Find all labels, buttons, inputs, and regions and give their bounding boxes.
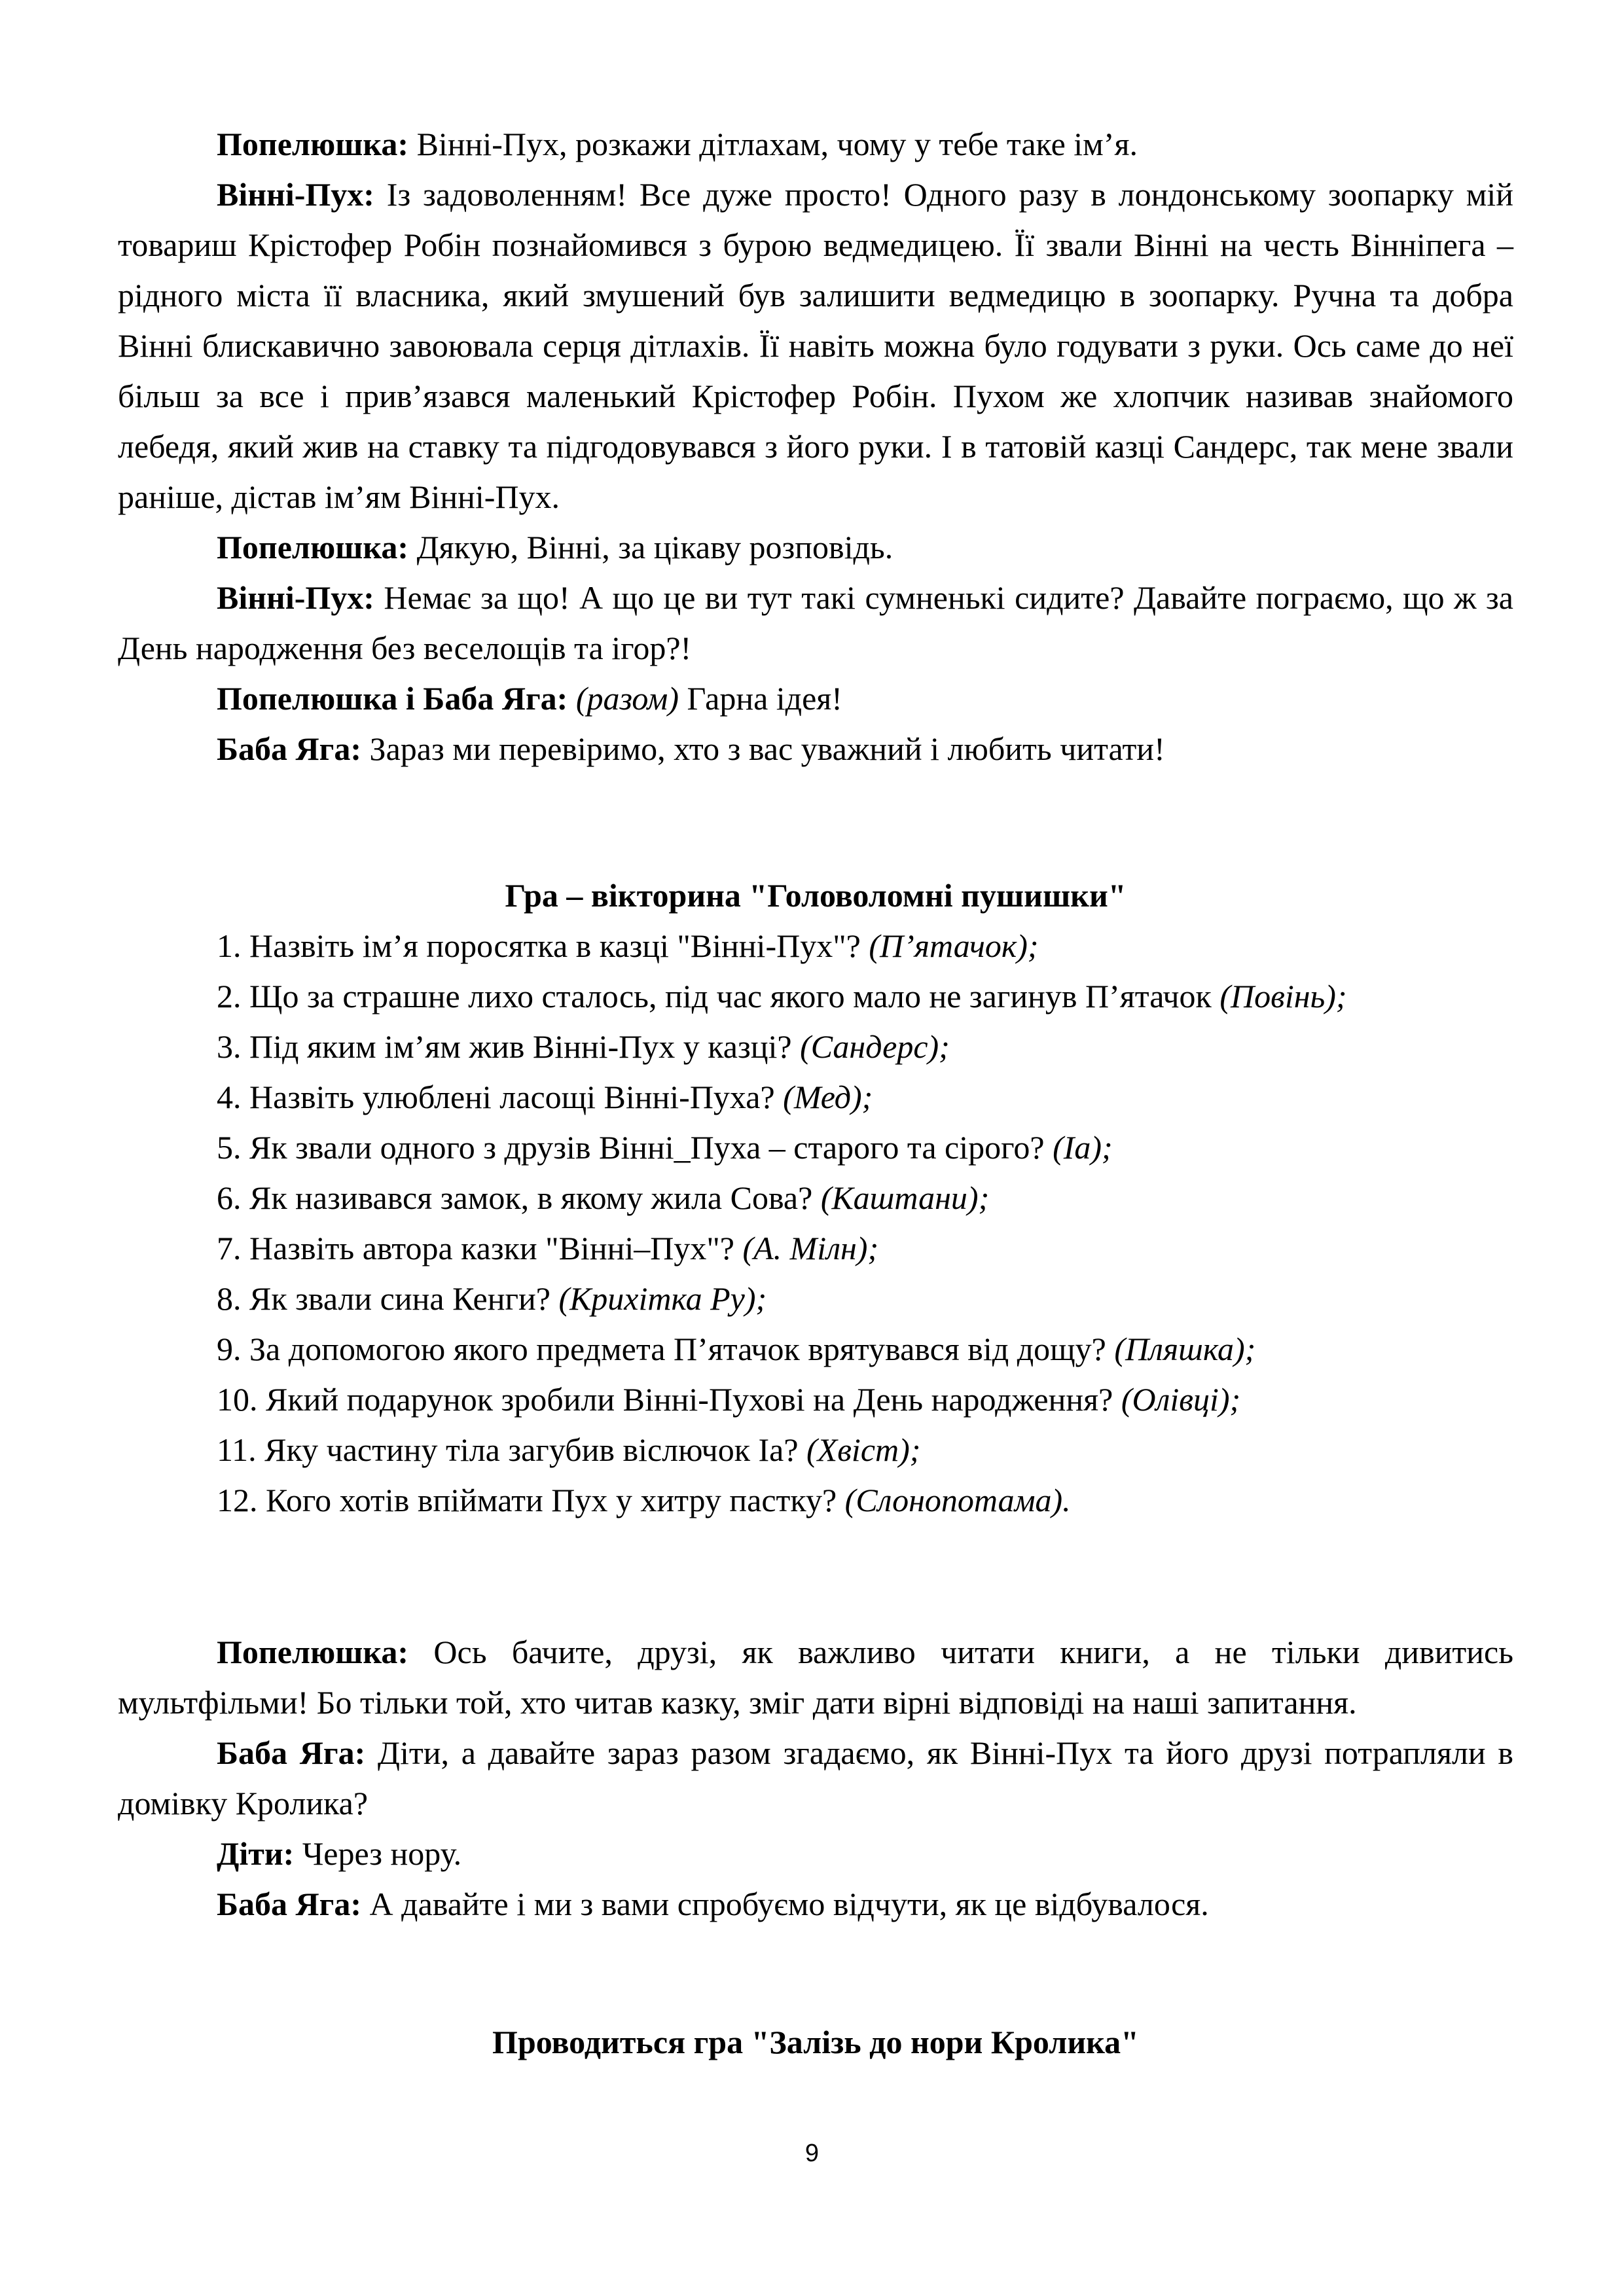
line-text: Ось бачите, друзі, як важливо читати книги, а не тільки дивитись мультфільми! Бо тільки той, хто читав казку, зміг дати вірні відповіді на наші запитання. [118,1634,1513,1721]
line-text: Немає за що! А що це ви тут такі сумненькі сидите? Давайте пограємо, що ж за День народження без веселощів та ігор?! [118,579,1513,666]
line-text: Зараз ми перевіримо, хто з вас уважний і любить читати! [361,730,1165,767]
quiz-question: 11. Яку частину тіла загубив віслючок Іа? [217,1431,807,1468]
quiz-item [118,1223,1513,1274]
quiz-question: 9. За допомогою якого предмета П’ятачок врятувався від дощу? [217,1331,1115,1367]
quiz-item [118,1475,1513,1526]
quiz-answer: (Іа); [1053,1129,1113,1166]
speaker-name: Діти: [217,1835,295,1872]
dialogue-line [118,1829,1513,1879]
quiz-heading: Гра – вікторина "Головоломні пушишки" [505,877,1127,914]
quiz-item [118,1022,1513,1072]
quiz-list [118,921,1513,1526]
dialogue-line [118,1728,1513,1829]
dialogue-line [118,1879,1513,1929]
dialogue-line [118,573,1513,673]
quiz-item [118,1374,1513,1425]
quiz-item [118,1173,1513,1223]
speaker-name: Попелюшка: [217,529,409,565]
dialogue-line [118,522,1513,573]
quiz-question: 6. Як називався замок, в якому жила Сова? [217,1179,821,1216]
line-text: Гарна ідея! [678,680,842,717]
line-text: Із задоволенням! Все дуже просто! Одного разу в лондонському зоопарку мій товариш Крістофер Робін познайомився з бурою ведмедицею. Її звали Вінні на честь Вінніпега – рідного міста її власника, який змушений був залишити ведмедицю в зоопарку. Ручна та добра Вінні блискавично завоювала серця дітлахів. Її навіть можна було годувати з руки. Ось саме до неї більш за все і прив’язався маленький Крістофер Робін. Пухом же хлопчик називав знайомого лебедя, який жив на ставку та підгодовувався з його руки. І в татовій казці Сандерс, так мене звали раніше, дістав ім’ям Вінні-Пух. [118,176,1513,515]
quiz-answer: (Каштани); [820,1179,990,1216]
speaker-name: Вінні-Пух: [217,176,374,213]
quiz-question: 8. Як звали сина Кенги? [217,1280,559,1317]
quiz-question: 7. Назвіть автора казки "Вінні–Пух"? [217,1230,743,1266]
quiz-answer: (Крихітка Ру); [558,1280,767,1317]
quiz-item [118,1324,1513,1374]
speaker-name: Баба Яга: [217,1886,362,1922]
dialogue-top [118,119,1513,774]
quiz-question: 10. Який подарунок зробили Вінні-Пухові на День народження? [217,1381,1121,1418]
quiz-item [118,1122,1513,1173]
dialogue-line [118,673,1513,724]
quiz-item [118,921,1513,971]
quiz-answer: (Пляшка); [1114,1331,1256,1367]
quiz-answer: (Сандерс); [800,1028,950,1065]
speaker-name: Попелюшка і Баба Яга: [217,680,568,717]
stage-direction: (разом) [575,680,679,717]
speaker-name: Вінні-Пух: [217,579,374,616]
speaker-name: Баба Яга: [217,730,362,767]
quiz-question: 2. Що за страшне лихо сталось, під час якого мало не загинув П’ятачок [217,978,1220,1014]
quiz-answer: (Олівці); [1121,1381,1241,1418]
speaker-name: Попелюшка: [217,1634,409,1670]
quiz-question: 5. Як звали одного з друзів Вінні_Пуха – старого та сірого? [217,1129,1053,1166]
dialogue-line [118,724,1513,774]
line-text: Дякую, Вінні, за цікаву розповідь. [408,529,893,565]
quiz-question: 1. Назвіть ім’я поросятка в казці "Вінні-Пух"? [217,927,869,964]
dialogue-line [118,170,1513,522]
speaker-name: Баба Яга: [217,1734,366,1771]
quiz-answer: (А. Мілн); [742,1230,879,1266]
game-heading: Проводиться гра "Залізь до нори Кролика" [492,2024,1139,2060]
dialogue-bottom [118,1627,1513,1929]
quiz-question: 4. Назвіть улюблені ласощі Вінні-Пуха? [217,1079,784,1115]
quiz-question: 3. Під яким ім’ям жив Вінні-Пух у казці? [217,1028,801,1065]
quiz-answer: (Хвіст); [806,1431,921,1468]
line-text: Вінні-Пух, розкажи дітлахам, чому у тебе таке ім’я. [408,126,1138,162]
quiz-answer: (П’ятачок); [869,927,1039,964]
quiz-answer: (Повінь); [1219,978,1347,1014]
quiz-answer: (Слонопотама). [844,1482,1071,1518]
quiz-item [118,1274,1513,1324]
line-text: Через нору. [294,1835,462,1872]
quiz-question: 12. Кого хотів впіймати Пух у хитру пастку? [217,1482,845,1518]
line-text: А давайте і ми з вами спробуємо відчути, як це відбувалося. [361,1886,1209,1922]
speaker-name: Попелюшка: [217,126,409,162]
quiz-item [118,971,1513,1022]
quiz-answer: (Мед); [783,1079,873,1115]
page-number: 9 [804,2140,820,2167]
line-text: Діти, а давайте зараз разом згадаємо, як Вінні-Пух та його друзі потрапляли в домівку Кролика? [118,1734,1513,1821]
dialogue-line [118,1627,1513,1728]
quiz-item [118,1425,1513,1475]
dialogue-line [118,119,1513,170]
quiz-item [118,1072,1513,1122]
